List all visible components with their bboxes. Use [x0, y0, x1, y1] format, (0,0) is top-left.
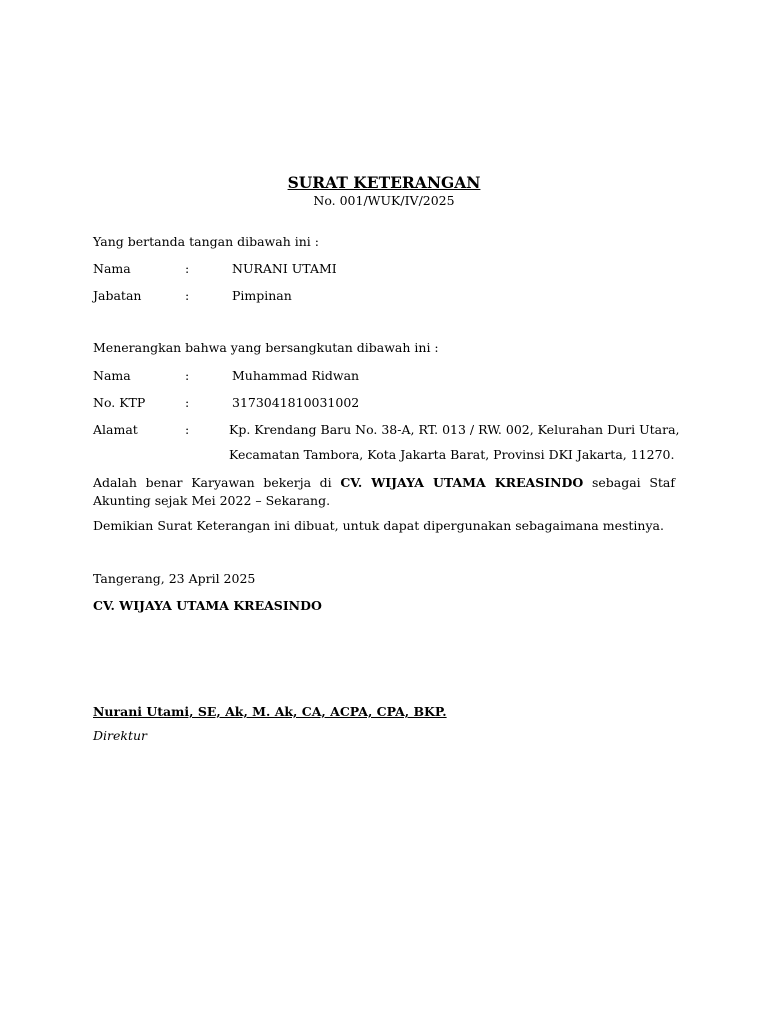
signer-position-value: Pimpinan [232, 288, 292, 303]
letter-number: No. 001/WUK/IV/2025 [313, 193, 455, 208]
subject-ktp-colon: : [185, 395, 190, 410]
signer-position-colon: : [185, 288, 190, 303]
signer-name-value: NURANI UTAMI [232, 261, 337, 276]
letter-title: SURAT KETERANGAN [287, 173, 481, 192]
company-name: CV. WIJAYA UTAMA KREASINDO [93, 598, 322, 613]
statement-prefix: Adalah benar Karyawan bekerja di [93, 475, 341, 490]
statement-suffix: sebagai Staf Akunting sejak Mei 2022 – Sekarang. [93, 475, 675, 508]
subject-ktp-value: 3173041810031002 [232, 395, 360, 410]
subject-name-colon: : [185, 368, 190, 383]
subject-address-line1: Kp. Krendang Baru No. 38-A, RT. 013 / RW. 002, Kelurahan Duri Utara, [229, 422, 680, 437]
signer-name-colon: : [185, 261, 190, 276]
subject-address-line2: Kecamatan Tambora, Kota Jakarta Barat, Provinsi DKI Jakarta, 11270. [229, 447, 675, 462]
subject-intro: Menerangkan bahwa yang bersangkutan dibawah ini : [93, 340, 439, 355]
subject-ktp-label: No. KTP [93, 395, 146, 410]
subject-address-label: Alamat [93, 422, 138, 437]
signer-name-label: Nama [93, 261, 131, 276]
place-date: Tangerang, 23 April 2025 [93, 571, 256, 586]
signer-intro: Yang bertanda tangan dibawah ini : [93, 234, 319, 249]
signatory-role: Direktur [93, 728, 148, 743]
subject-address-colon: : [185, 422, 190, 437]
subject-name-label: Nama [93, 368, 131, 383]
closing-paragraph: Demikian Surat Keterangan ini dibuat, untuk dapat dipergunakan sebagaimana mestinya. [93, 518, 664, 533]
statement-paragraph [93, 474, 675, 510]
statement-company: CV. WIJAYA UTAMA KREASINDO [340, 475, 584, 490]
subject-name-value: Muhammad Ridwan [232, 368, 360, 383]
signatory-name: Nurani Utami, SE, Ak, M. Ak, CA, ACPA, CPA, BKP. [93, 704, 447, 719]
signer-position-label: Jabatan [93, 288, 142, 303]
